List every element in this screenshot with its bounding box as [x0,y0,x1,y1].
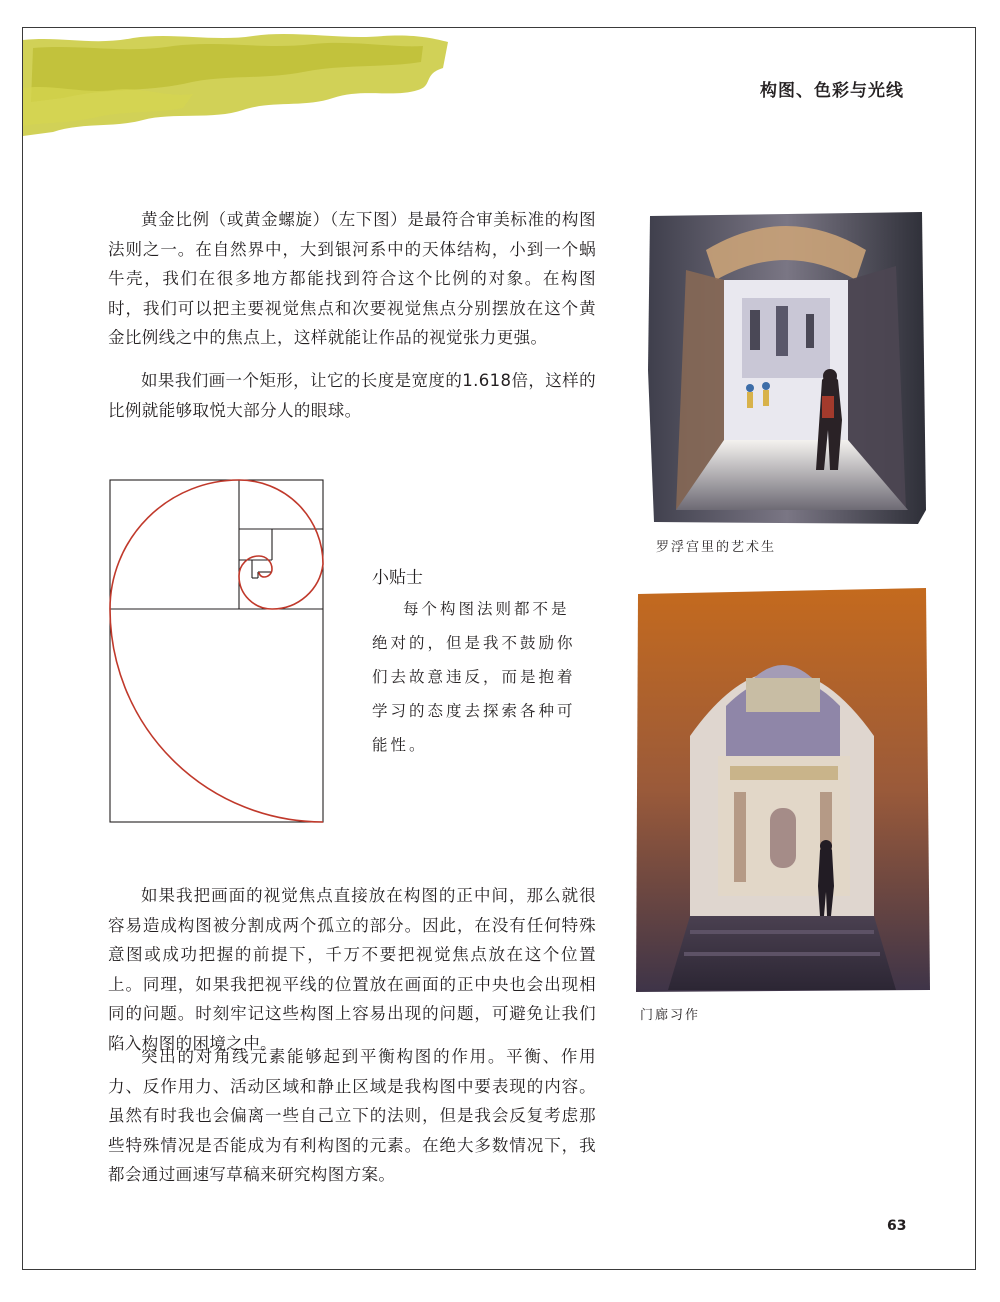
chapter-title: 构图、色彩与光线 [760,81,904,101]
body-paragraph-1: 黄金比例（或黄金螺旋）（左下图）是最符合审美标准的构图法则之一。在自然界中，大到银河系中的天体结构，小到一个蜗牛壳，我们在很多地方都能找到符合这个比例的对象。在构图时，我们可以把主要视觉焦点和次要视觉焦点分别摆放在这个黄金比例线之中的焦点上，这样就能让作品的视觉张力更强。 [108,210,596,347]
tip-body: 每个构图法则都不是绝对的，但是我不鼓励你们去故意违反，而是抱着学习的态度去探索各种可能性。 [372,600,576,754]
page-number: 63 [887,1218,907,1234]
watercolor-wash-decoration [23,28,453,138]
body-paragraph-4: 突出的对角线元素能够起到平衡构图的作用。平衡、作用力、反作用力、活动区域和静止区域是我构图中要表现的内容。虽然有时我也会偏离一些自己立下的法则，但是我会反复考虑那些特殊情况是否能成为有利构图的元素。在绝大多数情况下，我都会通过画速写草稿来研究构图方案。 [108,1047,596,1184]
golden-spiral-diagram [108,478,325,824]
golden-spiral-curve [110,480,323,822]
body-paragraph-2: 如果我们画一个矩形，让它的长度是宽度的1.618倍，这样的比例就能够取悦大部分人的眼球。 [108,371,596,420]
caption-archway: 门廊习作 [640,1008,701,1023]
tip-title: 小贴士 [372,568,423,588]
painting-archway-study [634,586,931,994]
golden-rectangle-outer [110,480,323,822]
body-paragraph-3: 如果我把画面的视觉焦点直接放在构图的正中间，那么就很容易造成构图被分割成两个孤立的部分。因此，在没有任何特殊意图或成功把握的前提下，千万不要把视觉焦点放在这个位置上。同理，如果我把视平线的位置放在画面的正中央也会出现相同的问题。时刻牢记这些构图上容易出现的问题，可避免让我们陷入构图的困境之中。 [108,886,596,1053]
painting-louvre-art-student [646,210,928,528]
caption-louvre: 罗浮宫里的艺术生 [656,540,777,555]
